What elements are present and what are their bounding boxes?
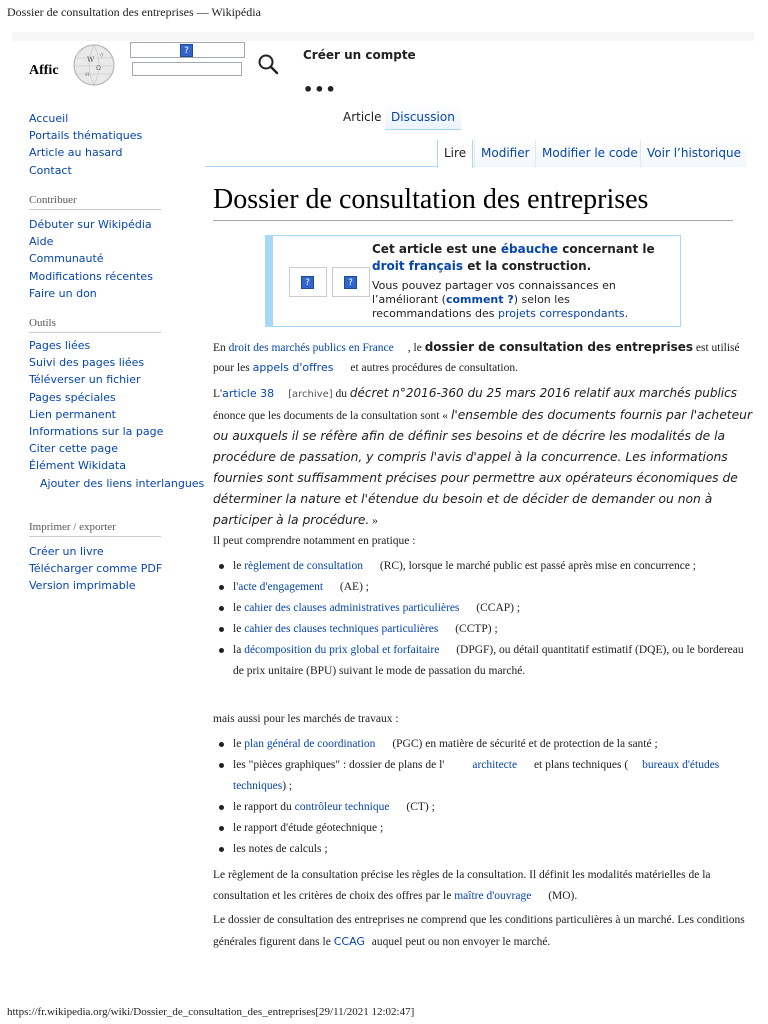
tab-discussion[interactable]: Discussion	[385, 104, 461, 130]
text: ) selon les recommandations des	[372, 293, 570, 320]
list-item	[233, 619, 753, 640]
stub-icon-frame	[332, 267, 370, 297]
text: concernant le	[558, 242, 655, 256]
sidebar-item-community[interactable]: Communauté	[29, 252, 104, 266]
svg-text:Ω: Ω	[96, 65, 101, 72]
sidebar-print	[29, 543, 162, 595]
svg-text:ウ: ウ	[99, 53, 105, 59]
broken-image-icon: ?	[180, 44, 193, 57]
sidebar-item-special-pages[interactable]: Pages spéciales	[29, 390, 116, 404]
article-link[interactable]: architecte	[472, 759, 518, 771]
article-link[interactable]: appels d'offres	[252, 361, 334, 374]
how-to-link[interactable]: comment ?	[445, 293, 514, 306]
article-link[interactable]: plan général de coordination	[244, 738, 376, 750]
decree-title: décret n°2016-360 du 25 mars 2016 relatif aux marchés publics	[349, 386, 737, 400]
article-link[interactable]: contrôleur technique	[294, 800, 390, 813]
article-link[interactable]: cahier des clauses administratives particulières	[244, 602, 460, 614]
stub-icon-frame	[289, 267, 327, 297]
sidebar-item-permalink[interactable]: Lien permanent	[29, 407, 116, 421]
projects-link[interactable]: projets correspondants	[497, 307, 625, 320]
sidebar-item-create-book[interactable]: Créer un livre	[29, 545, 104, 558]
title-divider	[213, 220, 733, 221]
sidebar-divider	[29, 332, 161, 333]
works-document-list	[233, 734, 753, 860]
text: .	[624, 307, 629, 320]
text: Le dossier de consultation des entreprises ne comprend que les conditions particulières à un marché. Les conditions générales figurent dans le	[213, 914, 745, 948]
text: le rapport du	[233, 800, 295, 813]
text: et autres procédures de consultation.	[347, 362, 518, 374]
text: le	[233, 560, 245, 572]
text: ) ;	[282, 779, 293, 792]
stub-notice	[265, 235, 681, 327]
bold-term: dossier de consultation des entreprises	[424, 340, 693, 354]
sidebar-heading-print: Imprimer / exporter	[29, 521, 116, 533]
text: , le	[407, 342, 425, 354]
text: En	[213, 342, 229, 354]
paragraph: mais aussi pour les marchés de travaux :	[213, 713, 399, 725]
paragraph: Il peut comprendre notamment en pratique :	[213, 535, 416, 547]
text: (CCTP) ;	[452, 623, 498, 635]
text: la	[233, 644, 245, 656]
stub-link[interactable]: ébauche	[500, 242, 559, 256]
header-bar	[12, 32, 754, 41]
text: (CT) ;	[403, 800, 435, 813]
document-list	[233, 556, 753, 682]
stub-main-text	[372, 241, 672, 275]
article-link[interactable]: cahier des clauses techniques particulières	[244, 623, 439, 635]
create-account-link[interactable]: Créer un compte	[303, 48, 416, 62]
search-input-secondary[interactable]	[132, 62, 242, 76]
tab-history[interactable]: Voir l’historique	[640, 140, 747, 167]
sidebar-item-related-changes[interactable]: Suivi des pages liées	[29, 356, 145, 370]
article-link[interactable]: bureaux d'études techniques	[233, 759, 720, 792]
text: (RC), lorsque le marché public est passé après mise en concurrence ;	[376, 560, 696, 572]
sidebar-navigation	[29, 110, 142, 179]
text: l'	[233, 581, 239, 593]
broken-image-icon: ?	[301, 276, 314, 289]
list-item	[233, 734, 753, 755]
wikipedia-globe-logo[interactable]	[66, 40, 122, 88]
article-link[interactable]: acte d'engagement	[238, 581, 324, 593]
sidebar-divider	[29, 209, 161, 210]
text: les "pièces graphiques" : dossier de plans de l'	[233, 759, 445, 771]
paragraph	[213, 865, 753, 907]
search-icon[interactable]	[256, 52, 280, 76]
sidebar-item-what-links-here[interactable]: Pages liées	[29, 339, 91, 352]
tab-edit[interactable]: Modifier	[474, 140, 536, 167]
text: Le règlement de la consultation précise les règles de la consultation. Il définit les modalités matérielles de la consultation et les critères de choix des offres par le	[213, 869, 711, 902]
text: (MO).	[545, 890, 578, 902]
stub-text	[372, 241, 672, 321]
text: (AE) ;	[337, 581, 369, 593]
list-item: les notes de calculs ;	[233, 839, 753, 860]
sidebar-item-donate[interactable]: Faire un don	[29, 286, 97, 300]
text: auquel peut ou non envoyer le marché.	[368, 936, 551, 948]
svg-text:И: И	[85, 72, 90, 78]
sidebar-item-cite[interactable]: Citer cette page	[29, 442, 119, 456]
sidebar-divider	[29, 536, 161, 537]
article-link[interactable]: droit des marchés publics en France	[228, 342, 394, 354]
text: »	[369, 515, 378, 527]
sidebar-item-download-pdf[interactable]: Télécharger comme PDF	[29, 562, 163, 576]
paragraph	[213, 383, 753, 531]
text: du	[332, 388, 350, 400]
sidebar-item-contact[interactable]: Contact	[29, 163, 72, 177]
list-item	[233, 797, 753, 818]
list-item	[233, 755, 753, 796]
list-item	[233, 577, 753, 598]
sidebar-heading-tools: Outils	[29, 317, 56, 329]
text: est utilisé pour les	[213, 342, 740, 374]
text: le	[233, 602, 245, 614]
paragraph	[213, 910, 753, 953]
sidebar-item-upload[interactable]: Téléverser un fichier	[29, 373, 141, 387]
sidebar-item-recent-changes[interactable]: Modifications récentes	[29, 269, 153, 283]
text: et la construction.	[463, 259, 592, 273]
sidebar-item-portals[interactable]: Portails thématiques	[29, 129, 143, 143]
search-input[interactable]	[130, 42, 245, 58]
text: (CCAP) ;	[473, 602, 521, 614]
sidebar-item-random[interactable]: Article au hasard	[29, 146, 123, 160]
sidebar-heading-contribute: Contribuer	[29, 194, 77, 206]
archive-link[interactable]: [archive]	[288, 389, 333, 400]
list-item	[233, 598, 753, 619]
text: L'	[213, 388, 223, 400]
sidebar-item-wikidata[interactable]: Élément Wikidata	[29, 459, 126, 473]
article-link[interactable]: règlement de consultation	[244, 560, 363, 572]
article-link[interactable]: décomposition du prix global et forfaitaire	[244, 644, 440, 656]
text: le	[233, 623, 245, 635]
more-menu-icon[interactable]: •••	[303, 80, 337, 99]
list-item	[233, 556, 753, 577]
sidebar-tools	[29, 337, 204, 490]
sidebar-item-page-info[interactable]: Informations sur la page	[29, 425, 164, 439]
sidebar-item-add-interlanguage[interactable]: Ajouter des liens interlangues	[40, 476, 205, 490]
text: le	[233, 738, 245, 750]
site-logo-text[interactable]: Affic	[29, 63, 59, 78]
text: Cet article est une	[372, 242, 501, 256]
quote-text: l'ensemble des documents fournis par l'acheteur ou auxquels il se réfère afin de définir ses besoins et de décrire les modalités de la procédure de passation, y compris l'avis d'appel à la concurrence. Les informations fournies sont suffisamment précises pour permettre aux opérateurs économiques de déterminer la nature et l'étendue du besoin et de décider de demander ou non à participer à la procédure.	[213, 408, 753, 527]
article-link[interactable]: maître d'ouvrage	[454, 890, 532, 902]
broken-image-icon: ?	[344, 276, 357, 289]
article-link[interactable]: CCAG	[333, 935, 365, 948]
sidebar-contribute	[29, 216, 153, 302]
tab-read[interactable]: Lire	[437, 140, 473, 168]
sidebar-item-getting-started[interactable]: Débuter sur Wikipédia	[29, 218, 152, 231]
text: Vous pouvez partager vos connaissances en l’améliorant (	[372, 279, 616, 306]
page-title: Dossier de consultation des entreprises	[213, 184, 649, 215]
article-link[interactable]: article 38	[222, 387, 275, 400]
list-item: le rapport d'étude géotechnique ;	[233, 818, 753, 839]
stub-link[interactable]: droit français	[372, 259, 464, 273]
text: (DPGF), ou détail quantitatif estimatif (DQE), ou le bordereau de prix unitaire (BPU) suivant le mode de passation du marché.	[233, 644, 744, 677]
tab-edit-source[interactable]: Modifier le code	[535, 140, 644, 167]
page-url-footer: https://fr.wikipedia.org/wiki/Dossier_de_consultation_des_entreprises[29/11/2021 12:02:47]	[7, 1006, 415, 1018]
text: et plans techniques (	[531, 759, 629, 771]
text: (PGC) en matière de sécurité et de protection de la santé ;	[389, 738, 658, 750]
tab-article[interactable]: Article	[343, 110, 382, 124]
stub-sub-text	[372, 279, 672, 321]
sidebar-item-help[interactable]: Aide	[29, 235, 54, 249]
paragraph	[213, 337, 753, 378]
document-title: Dossier de consultation des entreprises — Wikipédia	[7, 5, 261, 19]
svg-text:W: W	[87, 56, 95, 64]
sidebar-item-home[interactable]: Accueil	[29, 112, 69, 125]
text: énonce que les documents de la consultation sont «	[213, 410, 451, 422]
list-item	[233, 640, 753, 681]
sidebar-item-printable[interactable]: Version imprimable	[29, 579, 136, 593]
